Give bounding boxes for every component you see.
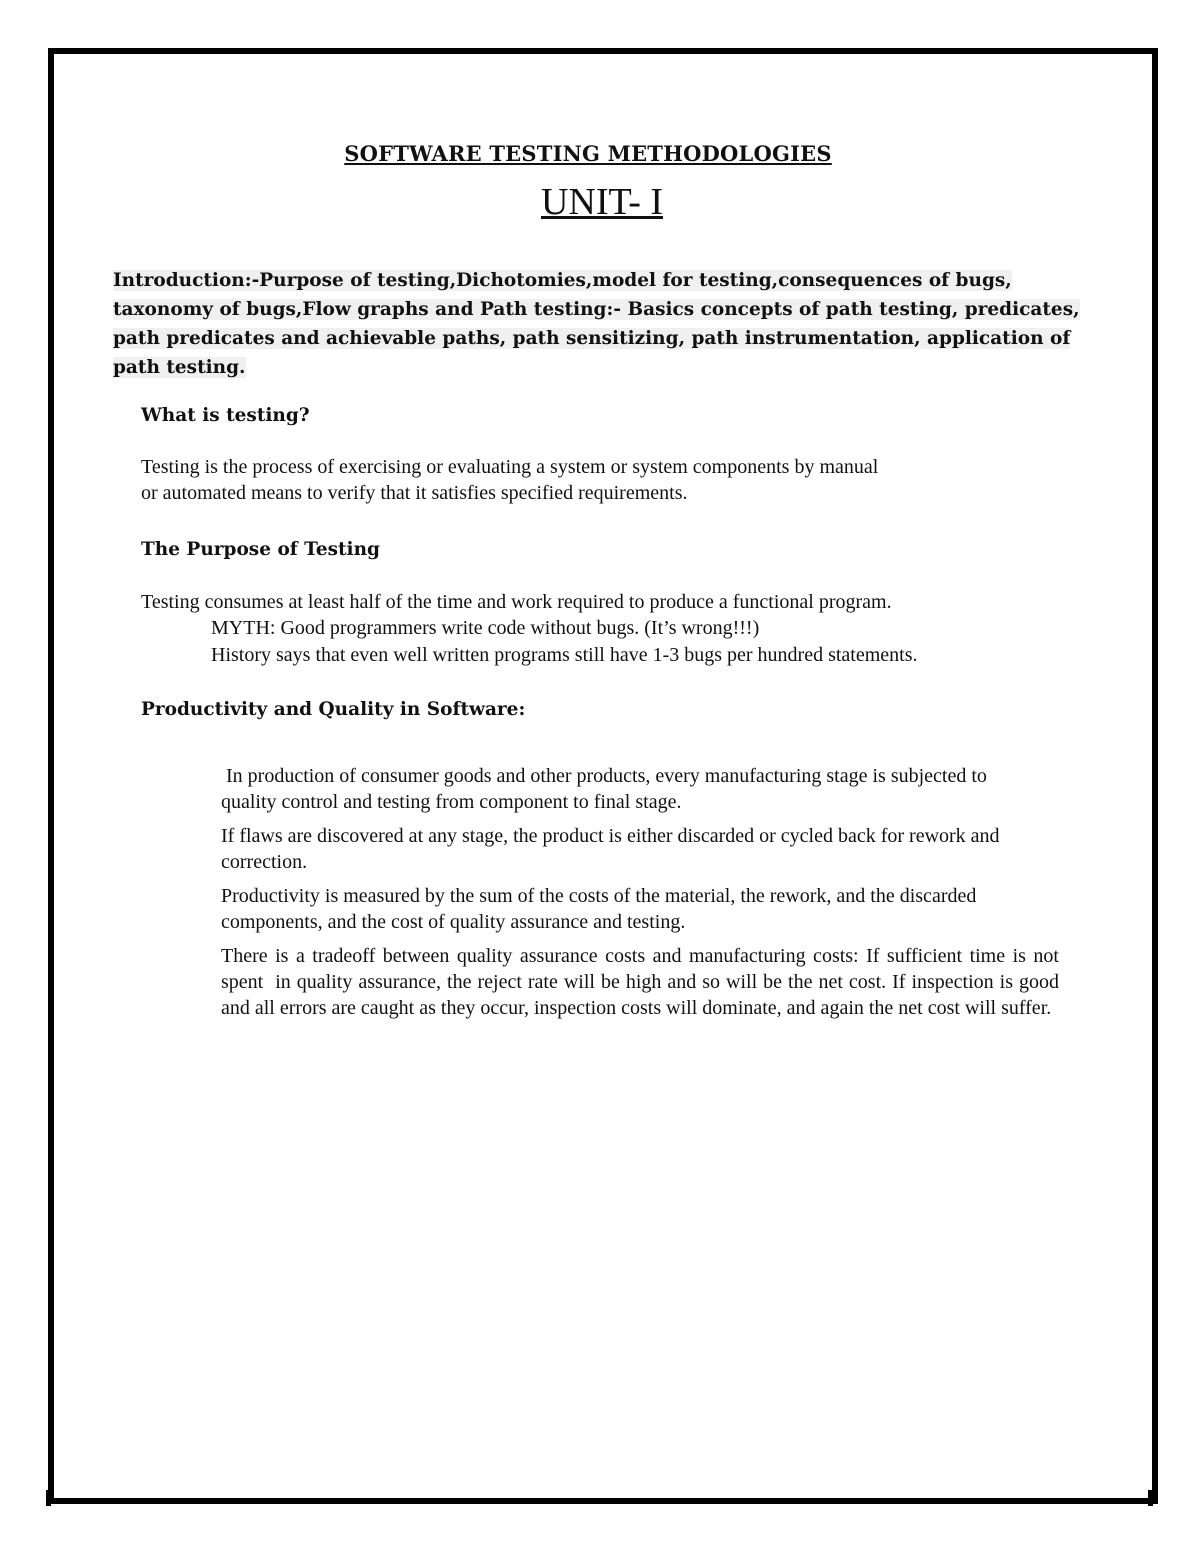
heading-productivity-quality: Productivity and Quality in Software:: [141, 699, 526, 720]
purpose-myth: MYTH: Good programmers write code without bugs. (It’s wrong!!!): [211, 617, 760, 639]
purpose-line-1: Testing consumes at least half of the time and work required to produce a functional program.: [141, 591, 892, 613]
heading-purpose-of-testing: The Purpose of Testing: [141, 539, 380, 560]
what-is-testing-line-1: Testing is the process of exercising or evaluating a system or system components by manual: [141, 456, 879, 478]
document-title: SOFTWARE TESTING METHODOLOGIES: [344, 141, 832, 166]
productivity-paragraph-1: In production of consumer goods and other products, every manufacturing stage is subjected to quality control and testing from component to final stage.: [221, 765, 992, 813]
productivity-paragraph-3: Productivity is measured by the sum of the costs of the material, the rework, and the discarded components, and the cost of quality assurance and testing.: [221, 885, 977, 933]
intro-text: Introduction:-Purpose of testing,Dichotomies,model for testing,consequences of bugs, taxonomy of bugs,Flow graphs and Path testing:- Basics concepts of path testing, predicates, path predicates and achievable paths, path sensitizing, path instrumentation, application of path testing.: [113, 270, 1080, 378]
border-tick-left: [46, 1490, 51, 1506]
what-is-testing-line-2: or automated means to verify that it satisfies specified requirements.: [141, 482, 688, 504]
unit-title: UNIT- I: [540, 181, 664, 223]
border-tick-right: [1148, 1490, 1153, 1506]
productivity-paragraph-4: There is a tradeoff between quality assurance costs and manufacturing costs: If sufficient time is not spent in quality assurance, the reject rate will be high and so will be the net cost. If inspection is good and all errors are caught as they occur, inspection costs will dominate, and again the net cost will suffer.: [221, 945, 1064, 1019]
productivity-paragraph-2: If flaws are discovered at any stage, the product is either discarded or cycled back for rework and correction.: [221, 825, 1000, 873]
purpose-history: History says that even well written programs still have 1-3 bugs per hundred statements.: [211, 644, 918, 666]
heading-what-is-testing: What is testing?: [141, 405, 310, 426]
unit-introduction: [113, 266, 1118, 382]
